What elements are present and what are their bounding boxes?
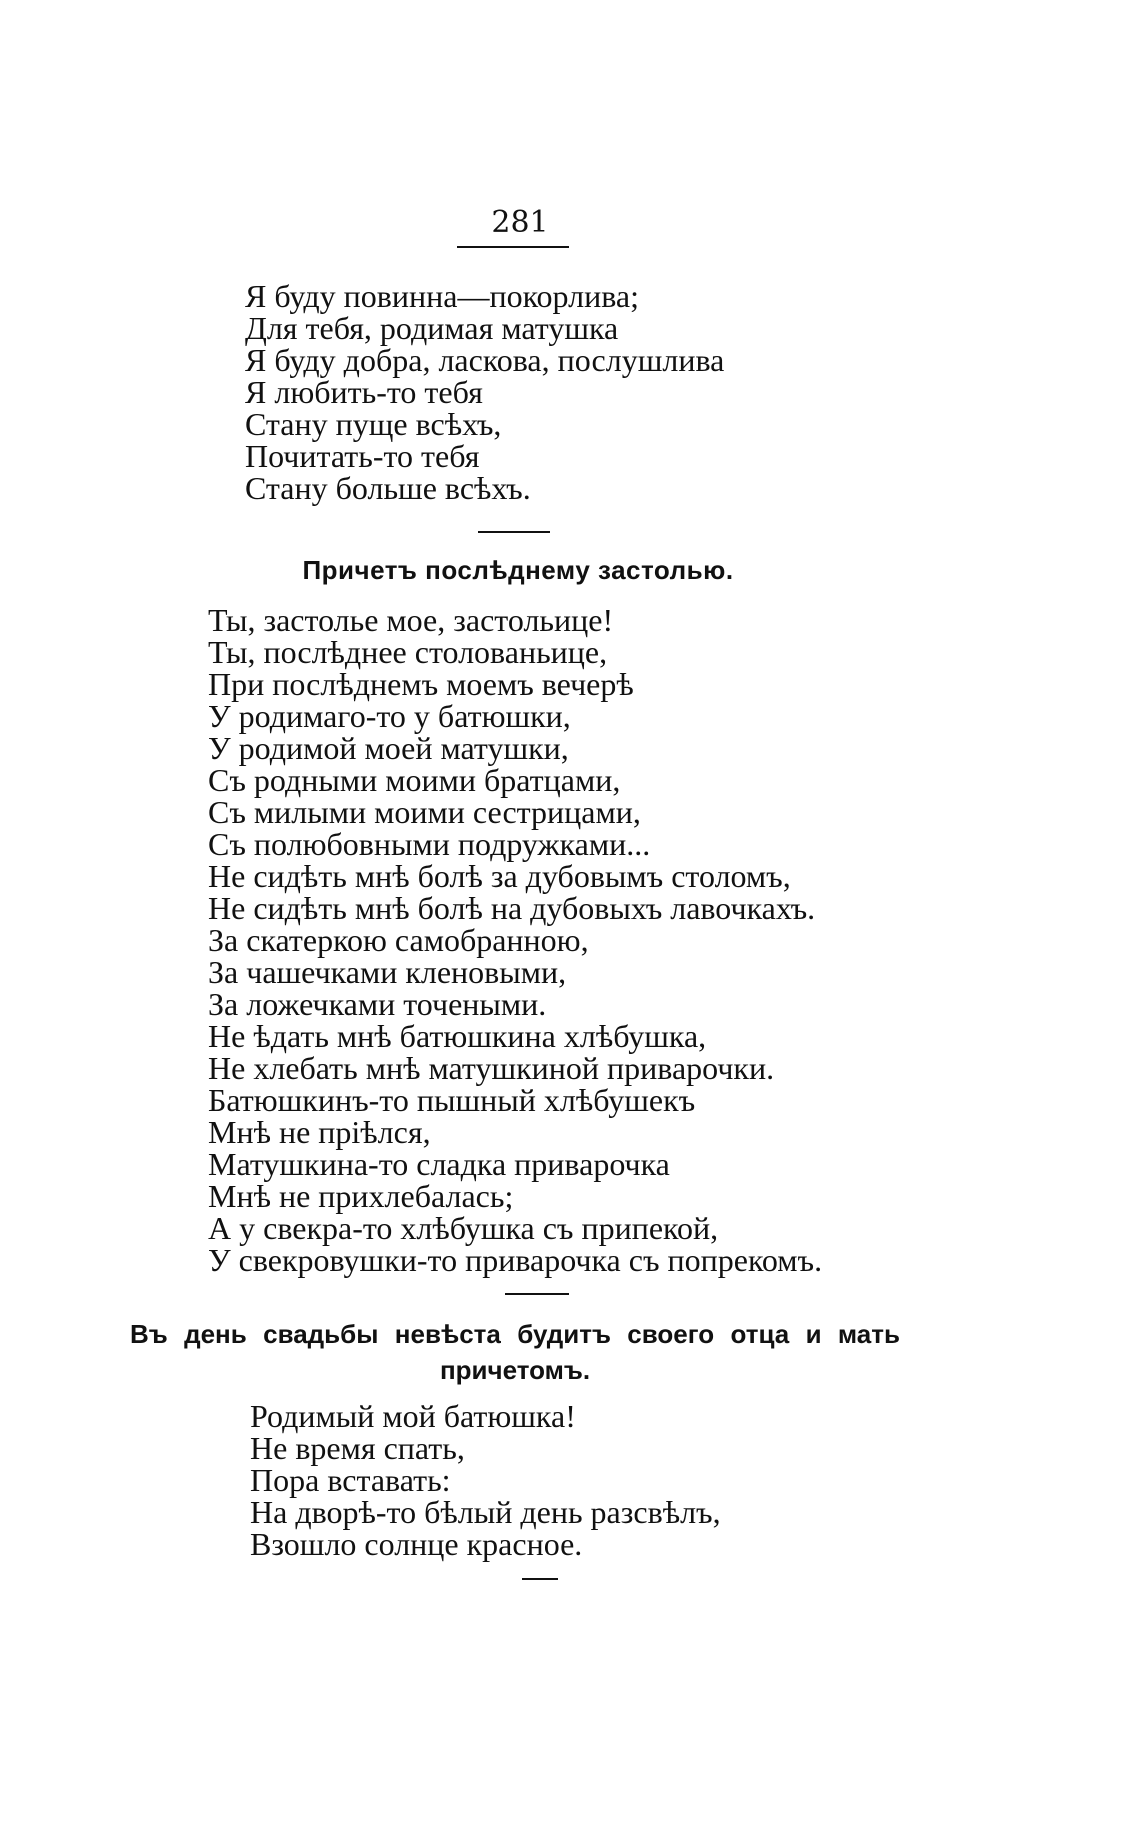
section-divider — [478, 531, 550, 533]
verse-line: За ложечками точеными. — [208, 986, 547, 1022]
verse-line: У родимой моей матушки, — [208, 730, 569, 766]
verse-line: Мнѣ не прихлебалась; — [208, 1178, 514, 1214]
verse-line: Почитать-то тебя — [245, 438, 480, 474]
verse-continuation — [245, 280, 724, 504]
verse-line: Не время спать, — [250, 1430, 465, 1466]
verse-line: Съ милыми моими сестрицами, — [208, 794, 641, 830]
verse-line: Стану пуще всѣхъ, — [245, 406, 502, 442]
section-heading: Причетъ послѣднему застолью. — [302, 555, 734, 585]
verse-line: Не хлебать мнѣ матушкиной приварочки. — [208, 1050, 775, 1086]
verse-line: Не сидѣть мнѣ болѣ за дубовымъ столомъ, — [208, 858, 791, 894]
verse-line: А у свекра-то хлѣбушка съ припекой, — [208, 1210, 719, 1246]
wakeup-verse — [250, 1400, 721, 1560]
verse-line: На дворѣ-то бѣлый день разсвѣлъ, — [250, 1494, 721, 1530]
page-number: 281 — [491, 205, 549, 240]
verse-line: Ты, застолье мое, застольице! — [208, 602, 614, 638]
verse-line: У свекровушки-то приварочка съ попрекомъ. — [208, 1242, 823, 1278]
end-divider — [522, 1578, 558, 1580]
verse-line: Матушкина-то сладка приварочка — [208, 1146, 670, 1182]
verse-line: Ты, послѣднее столованьице, — [208, 634, 608, 670]
verse-line: У родимаго-то у батюшки, — [208, 698, 571, 734]
verse-line: Взошло солнце красное. — [250, 1526, 583, 1562]
verse-line: Не ѣдать мнѣ батюшкина хлѣбушка, — [208, 1018, 707, 1054]
verse-line: Пора вставать: — [250, 1462, 451, 1498]
verse-line: За скатеркою самобранною, — [208, 922, 589, 958]
verse-line: Не сидѣть мнѣ болѣ на дубовыхъ лавочкахъ. — [208, 890, 816, 926]
verse-line: Я буду повинна—покорлива; — [245, 278, 639, 314]
section-heading-line: Въ день свадьбы невѣста будитъ своего отца и мать — [130, 1319, 900, 1349]
page-number-underline — [457, 246, 569, 248]
verse-line: Съ родными моими братцами, — [208, 762, 621, 798]
verse-line: За чашечками кленовыми, — [208, 954, 567, 990]
section-heading — [130, 1318, 900, 1386]
verse-line: Для тебя, родимая матушка — [245, 310, 619, 346]
verse-line: При послѣднемъ моемъ вечерѣ — [208, 666, 634, 702]
lament-verse — [208, 604, 822, 1276]
verse-line: Батюшкинъ-то пышный хлѣбушекъ — [208, 1082, 696, 1118]
verse-line: Родимый мой батюшка! — [250, 1398, 576, 1434]
section-heading-line: причетомъ. — [439, 1355, 591, 1385]
verse-line: Я буду добра, ласкова, послушлива — [245, 342, 725, 378]
section-divider — [505, 1293, 569, 1295]
verse-line: Съ полюбовными подружками... — [208, 826, 651, 862]
verse-line: Мнѣ не прiѣлся, — [208, 1114, 431, 1150]
verse-line: Стану больше всѣхъ. — [245, 470, 531, 506]
verse-line: Я любить-то тебя — [245, 374, 483, 410]
